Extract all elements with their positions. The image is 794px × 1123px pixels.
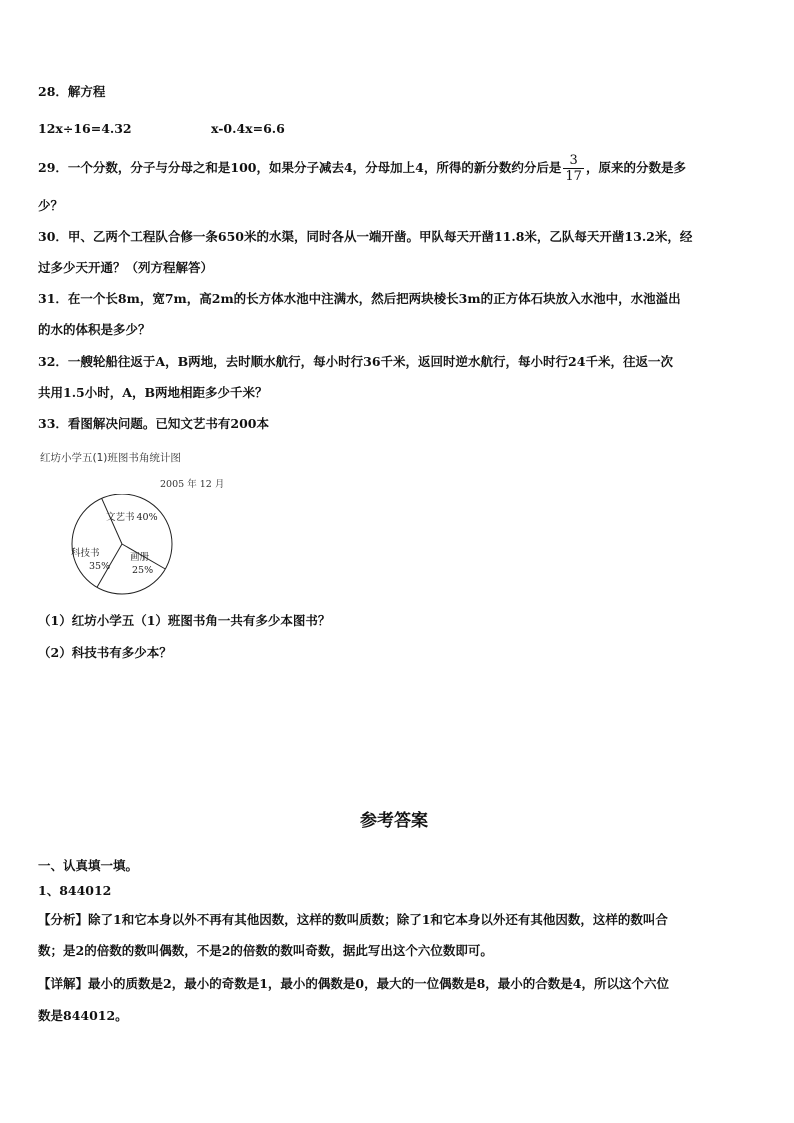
equation-2: x-0.4x=6.6 bbox=[211, 121, 285, 136]
detail-line1: 【详解】最小的质数是2，最小的奇数是1，最小的偶数是0，最大的一位偶数是8，最小的合数是4，所以这个六位 bbox=[38, 976, 669, 991]
pie-value-huace: 25% bbox=[132, 565, 154, 576]
pie-chart bbox=[62, 494, 182, 598]
equation-1: 12x÷16=4.32 bbox=[38, 121, 132, 136]
question-30-line1: 30．甲、乙两个工程队合修一条650米的水渠，同时各从一端开凿。甲队每天开凿11.8米，乙队每天开凿13.2米，经 bbox=[38, 229, 693, 244]
chart-title: 红坊小学五(1)班图书角统计图 bbox=[40, 452, 181, 464]
question-29-line1 bbox=[38, 150, 686, 186]
question-31-line1: 31．在一个长8m，宽7m，高2m的长方体水池中注满水，然后把两块棱长3m的正方体石块放入水池中，水池溢出 bbox=[38, 291, 681, 306]
fraction-denominator: 17 bbox=[565, 169, 582, 184]
question-33-title: 33．看图解决问题。已知文艺书有200本 bbox=[38, 416, 269, 431]
answer-1: 1、844012 bbox=[38, 883, 112, 898]
question-30-line2: 过多少天开通？（列方程解答） bbox=[38, 260, 214, 275]
answers-heading: 参考答案 bbox=[360, 811, 428, 831]
analysis-line1: 【分析】除了1和它本身以外不再有其他因数，这样的数叫质数；除了1和它本身以外还有其他因数，这样的数叫合 bbox=[38, 912, 668, 927]
fraction-numerator: 3 bbox=[563, 153, 584, 169]
question-29-text: 29．一个分数，分子与分母之和是100，如果分子减去4，分母加上4，所得的新分数约分后是 bbox=[38, 160, 562, 175]
analysis-line2: 数；是2的倍数的数叫偶数，不是2的倍数的数叫奇数，据此写出这个六位数即可。 bbox=[38, 943, 493, 958]
question-31-line2: 的水的体积是多少？ bbox=[38, 322, 151, 337]
question-29-line2: 少？ bbox=[38, 198, 64, 213]
answers-section-1: 一、认真填一填。 bbox=[38, 858, 139, 873]
detail-line2: 数是844012。 bbox=[38, 1008, 128, 1023]
question-28-title: 28．解方程 bbox=[38, 84, 106, 99]
question-33-sub2: （2）科技书有多少本？ bbox=[38, 645, 172, 660]
question-32-line1: 32．一艘轮船往返于A，B两地，去时顺水航行，每小时行36千米，返回时逆水航行，每小时行24千米，往返一次 bbox=[38, 354, 673, 369]
fraction-3-17 bbox=[563, 153, 584, 184]
question-29-text-cont: ，原来的分数是多 bbox=[585, 160, 686, 175]
question-33-sub1: （1）红坊小学五（1）班图书角一共有多少本图书？ bbox=[38, 613, 331, 628]
pie-value-keji: 35% bbox=[89, 561, 111, 572]
question-32-line2: 共用1.5小时，A，B两地相距多少千米？ bbox=[38, 385, 268, 400]
pie-label-huace: 画册 bbox=[130, 552, 150, 563]
pie-label-wenyi: 文艺书 40% bbox=[106, 512, 158, 523]
chart-subtitle: 2005 年 12 月 bbox=[160, 479, 225, 490]
pie-label-keji: 科技书 bbox=[71, 548, 100, 559]
